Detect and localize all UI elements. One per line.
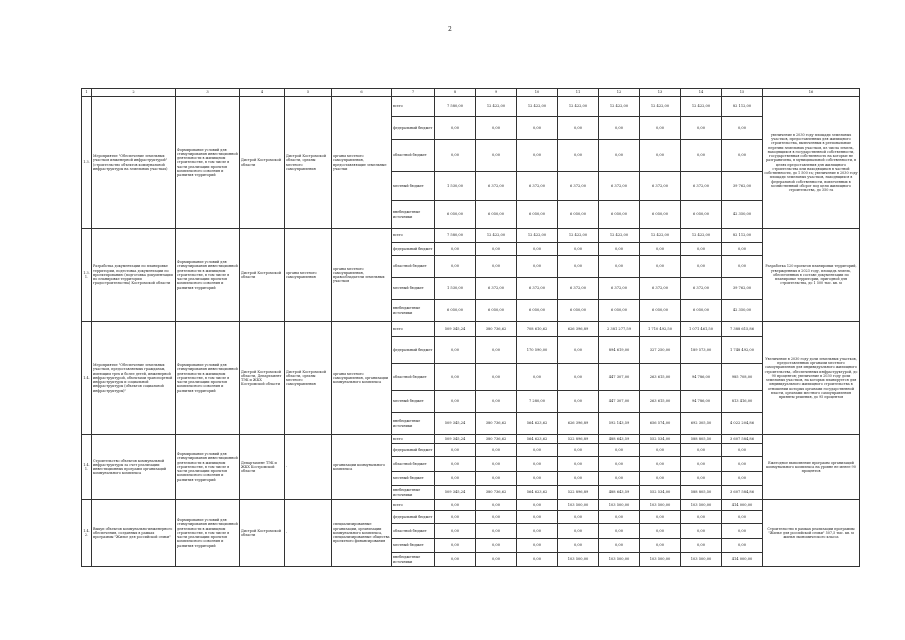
amount-cell: 0,00 — [681, 539, 722, 553]
amount-cell: 0,00 — [558, 256, 599, 278]
amount-cell: 0,00 — [517, 243, 558, 256]
amount-cell: 0,00 — [517, 511, 558, 524]
amount-cell: 509 345,24 — [435, 322, 476, 337]
amount-cell: 0,00 — [681, 511, 722, 524]
amount-cell: 0,00 — [476, 472, 517, 486]
expected-result: Строительство в рамках реализации программы "Жилье для российской семьи" 507,5 тыс. кв. м жилья экономического класса — [763, 500, 860, 567]
table-row — [82, 229, 860, 243]
amount-cell: 6 372,00 — [640, 172, 681, 201]
executor: Дистрой Костромской области — [240, 229, 285, 322]
funding-source: федеральный бюджет — [392, 444, 435, 457]
amount-cell: 6 050,00 — [599, 201, 640, 229]
amount-cell: 12 422,00 — [681, 97, 722, 117]
amount-cell: 0,00 — [558, 364, 599, 391]
amount-cell: 170 590,00 — [517, 337, 558, 364]
expected-result: Разработка 120 проектов планировки территорий, утвержденных в 2023 году, площадь земель, обеспеченных в составе документации по планировке территории, пригодной для строительства, до 1 500 тыс. кв. м — [763, 229, 860, 322]
funding-source: федеральный бюджет — [392, 243, 435, 256]
amount-cell: 0,00 — [722, 256, 763, 278]
amount-cell: 103 500,00 — [681, 500, 722, 511]
column-number: 3 — [176, 89, 240, 97]
participants: органы местного самоуправления, предоставляющие земельные участки — [332, 97, 392, 229]
amount-cell: 6 372,00 — [681, 172, 722, 201]
amount-cell: 0,00 — [517, 364, 558, 391]
column-number: 8 — [435, 89, 476, 97]
amount-cell: 0,00 — [681, 472, 722, 486]
amount-cell: 0,00 — [517, 140, 558, 172]
amount-cell: 0,00 — [476, 364, 517, 391]
amount-cell: 0,00 — [558, 511, 599, 524]
amount-cell: 103 500,00 — [558, 500, 599, 511]
funding-source: областной бюджет — [392, 524, 435, 539]
executor: Дистрой Костромской области — [240, 97, 285, 229]
amount-cell: 4 022 204,86 — [722, 413, 763, 435]
amount-cell: 6 372,00 — [476, 278, 517, 300]
amount-cell: 42 350,00 — [722, 300, 763, 322]
amount-cell: 0,00 — [517, 472, 558, 486]
expected-result: Ежегодное выполнение программ организаций коммунального комплекса на уровне не менее 90 процентов — [763, 435, 860, 500]
amount-cell: 0,00 — [435, 256, 476, 278]
co-executor: - — [285, 435, 332, 500]
participants: специализированные организации, организации коммунального комплекса, специализированные общества проектного финансирования — [332, 500, 392, 567]
amount-cell: 103 500,00 — [599, 500, 640, 511]
amount-cell: 1 748 492,00 — [722, 337, 763, 364]
amount-cell: 447 307,00 — [599, 391, 640, 413]
amount-cell: 522 896,89 — [558, 435, 599, 444]
amount-cell: 39 762,00 — [722, 278, 763, 300]
amount-cell: 656 574,00 — [640, 413, 681, 435]
expected-result: увеличение в 2030 году площади земельных участков, предоставленных для жилищного строительства, включенных в региональные перечни земельных участков, из числа земель, находящихся в государственной собственности, государственная собственность на которые не разграничена, в муниципальной собственности, в целях предоставления для жилищного строительства или находящихся в частной собственности, до 1 500 га; увеличение в 2030 году площади земельных участков, находящихся в федеральной собственности, вовлеченных в хозяйственный оборот под цели жилищного строительства, до 350 га — [763, 97, 860, 229]
amount-cell: 7 280,00 — [517, 391, 558, 413]
amount-cell: 1 530,00 — [435, 278, 476, 300]
amount-cell: 82 112,00 — [722, 229, 763, 243]
table-row — [82, 97, 860, 117]
amount-cell: 564 623,62 — [517, 486, 558, 500]
amount-cell: 0,00 — [476, 256, 517, 278]
amount-cell: 0,00 — [517, 444, 558, 457]
amount-cell: 0,00 — [681, 243, 722, 256]
event-name: Разработка документации по планировке территории, подготовка документации по проектированию (подготовка документации по планировке территории градостроительства) Костромской области — [92, 229, 176, 322]
amount-cell: 6 372,00 — [681, 278, 722, 300]
co-executor: Дистрой Костромской области, органы местного самоуправления — [285, 322, 332, 435]
amount-cell: 12 422,00 — [599, 229, 640, 243]
amount-cell: 6 050,00 — [640, 300, 681, 322]
amount-cell: 12 422,00 — [558, 97, 599, 117]
amount-cell: 0,00 — [476, 524, 517, 539]
amount-cell: 0,00 — [681, 117, 722, 140]
amount-cell: 94 786,00 — [681, 391, 722, 413]
funding-source: областной бюджет — [392, 364, 435, 391]
amount-cell: 6 050,00 — [599, 300, 640, 322]
amount-cell: 0,00 — [681, 140, 722, 172]
amount-cell: 0,00 — [722, 117, 763, 140]
amount-cell: 0,00 — [517, 553, 558, 567]
amount-cell: 263 615,00 — [640, 364, 681, 391]
amount-cell: 626 396,89 — [558, 413, 599, 435]
amount-cell: 0,00 — [681, 457, 722, 472]
amount-cell: 447 307,00 — [599, 364, 640, 391]
co-executor: органы местного самоуправления — [285, 229, 332, 322]
amount-cell: 692 305,50 — [681, 413, 722, 435]
funding-source: местный бюджет — [392, 391, 435, 413]
amount-cell: 6 050,00 — [435, 300, 476, 322]
amount-cell: 509 345,24 — [435, 435, 476, 444]
amount-cell: 6 050,00 — [558, 300, 599, 322]
amount-cell: 0,00 — [558, 444, 599, 457]
amount-cell: 6 050,00 — [681, 300, 722, 322]
amount-cell: 12 422,00 — [558, 229, 599, 243]
executor: Дистрой Костромской области — [240, 500, 285, 567]
funding-source: всего — [392, 322, 435, 337]
amount-cell: 0,00 — [435, 364, 476, 391]
amount-cell: 522 896,89 — [558, 486, 599, 500]
amount-cell: 12 422,00 — [640, 97, 681, 117]
amount-cell: 12 422,00 — [640, 229, 681, 243]
amount-cell: 1 710 492,50 — [640, 322, 681, 337]
column-number: 11 — [558, 89, 599, 97]
amount-cell: 6 050,00 — [435, 201, 476, 229]
amount-cell: 0,00 — [435, 117, 476, 140]
amount-cell: 0,00 — [435, 511, 476, 524]
amount-cell: 0,00 — [558, 391, 599, 413]
amount-cell: 592 143,59 — [599, 413, 640, 435]
amount-cell: 103 500,00 — [558, 553, 599, 567]
item-number: 1.4.1. — [82, 435, 92, 500]
column-number: 4 — [240, 89, 285, 97]
amount-cell: 82 112,00 — [722, 97, 763, 117]
column-number: 6 — [332, 89, 392, 97]
funding-source: внебюджетные источники — [392, 553, 435, 567]
amount-cell: 103 500,00 — [640, 500, 681, 511]
amount-cell: 6 372,00 — [558, 278, 599, 300]
funding-source: всего — [392, 500, 435, 511]
amount-cell: 0,00 — [722, 524, 763, 539]
expected-result: Увеличение в 2030 году доли земельных участков, предоставленных органами местного самоуправления для индивидуального жилищного строительства, обеспеченных инфраструктурой, до 90 процентов; увеличение в 2030 году доли земельных участков, на которых планируется для индивидуального жилищного строительства в отношении которых органами государственной власти, органами местного самоуправления приняты решения, до 95 процентов — [763, 322, 860, 435]
column-number: 7 — [392, 89, 435, 97]
amount-cell: 894 619,00 — [599, 337, 640, 364]
event-name: Выкуп объектов коммунально-инженерного обеспечения, созданных в рамках программы "Жилье для российской семьи" — [92, 500, 176, 567]
amount-cell: 0,00 — [640, 511, 681, 524]
amount-cell: 0,00 — [476, 140, 517, 172]
amount-cell: 6 050,00 — [558, 201, 599, 229]
participants: органы местного самоуправления, организации коммунального комплекса — [332, 322, 392, 435]
executor: Дистрой Костромской области, Департамент ТЭК и ЖКХ Костромской области — [240, 322, 285, 435]
amount-cell: 3 607 584,86 — [722, 486, 763, 500]
executor: Департамент ТЭК и ЖКХ Костромской области — [240, 435, 285, 500]
amount-cell: 564 623,62 — [517, 413, 558, 435]
amount-cell: 12 422,00 — [517, 97, 558, 117]
amount-cell: 7 388 615,86 — [722, 322, 763, 337]
funding-source: местный бюджет — [392, 278, 435, 300]
amount-cell: 0,00 — [640, 117, 681, 140]
amount-cell: 380 736,62 — [476, 486, 517, 500]
item-number: 1.4.2. — [82, 500, 92, 567]
item-number: 1.4. — [82, 322, 92, 435]
amount-cell: 12 422,00 — [517, 229, 558, 243]
table-row — [82, 322, 860, 337]
amount-cell: 0,00 — [558, 524, 599, 539]
amount-cell: 0,00 — [599, 140, 640, 172]
amount-cell: 414 000,00 — [722, 553, 763, 567]
amount-cell: 0,00 — [517, 457, 558, 472]
amount-cell: 1 530,00 — [435, 172, 476, 201]
amount-cell: 0,00 — [681, 256, 722, 278]
amount-cell: 6 372,00 — [558, 172, 599, 201]
column-number: 2 — [92, 89, 176, 97]
amount-cell: 0,00 — [640, 524, 681, 539]
event-name: Строительство объектов коммунальной инфраструктуры за счет реализации инвестиционных программ организаций коммунального комплекса — [92, 435, 176, 500]
amount-cell: 0,00 — [722, 140, 763, 172]
amount-cell: 0,00 — [722, 539, 763, 553]
amount-cell: 0,00 — [476, 539, 517, 553]
amount-cell: 6 050,00 — [517, 201, 558, 229]
participants: организации коммунального комплекса — [332, 435, 392, 500]
column-number: 12 — [599, 89, 640, 97]
amount-cell: 12 422,00 — [476, 97, 517, 117]
amount-cell: 488 643,59 — [599, 435, 640, 444]
amount-cell: 0,00 — [640, 472, 681, 486]
amount-cell: 588 805,50 — [681, 435, 722, 444]
funding-source: федеральный бюджет — [392, 511, 435, 524]
amount-cell: 0,00 — [517, 256, 558, 278]
amount-cell: 0,00 — [476, 500, 517, 511]
amount-cell: 0,00 — [435, 472, 476, 486]
amount-cell: 0,00 — [435, 140, 476, 172]
funding-source: внебюджетные источники — [392, 413, 435, 435]
amount-cell: 7 580,00 — [435, 97, 476, 117]
amount-cell: 552 534,00 — [640, 435, 681, 444]
amount-cell: 6 050,00 — [517, 300, 558, 322]
amount-cell: 7 580,00 — [435, 229, 476, 243]
amount-cell: 0,00 — [558, 539, 599, 553]
amount-cell: 626 396,89 — [558, 322, 599, 337]
amount-cell: 0,00 — [681, 444, 722, 457]
amount-cell: 0,00 — [558, 243, 599, 256]
funding-source: всего — [392, 97, 435, 117]
column-number: 13 — [640, 89, 681, 97]
column-number: 9 — [476, 89, 517, 97]
funding-source: областной бюджет — [392, 140, 435, 172]
amount-cell: 0,00 — [435, 539, 476, 553]
funding-source: внебюджетные источники — [392, 300, 435, 322]
page-number: 2 — [448, 26, 452, 33]
event-name: Мероприятие "Обеспечение земельных участков инженерной инфраструктурой" (строительство объектов коммунальной инфраструктуры на земельных участках) — [92, 97, 176, 229]
column-number-row — [82, 89, 860, 97]
amount-cell: 0,00 — [558, 337, 599, 364]
amount-cell: 0,00 — [558, 140, 599, 172]
amount-cell: 0,00 — [558, 457, 599, 472]
funding-source: всего — [392, 435, 435, 444]
amount-cell: 0,00 — [722, 511, 763, 524]
amount-cell: 0,00 — [599, 444, 640, 457]
column-number: 15 — [722, 89, 763, 97]
amount-cell: 0,00 — [558, 472, 599, 486]
amount-cell: 0,00 — [476, 457, 517, 472]
amount-cell: 0,00 — [599, 539, 640, 553]
item-number: 1.3.1. — [82, 229, 92, 322]
amount-cell: 6 050,00 — [476, 300, 517, 322]
event-name: Мероприятие "Обеспечение земельных участков, предоставляемых гражданам, имеющим трех и более детей, инженерной инфраструктурой, объектами транспортной инфраструктуры и социальной инфраструктуры (объектов социальной инфраструктуры)" — [92, 322, 176, 435]
amount-cell: 12 422,00 — [476, 229, 517, 243]
amount-cell: 263 615,00 — [640, 391, 681, 413]
amount-cell: 6 372,00 — [640, 278, 681, 300]
item-number: 1.3. — [82, 97, 92, 229]
amount-cell: 6 372,00 — [599, 278, 640, 300]
amount-cell: 552 534,00 — [640, 486, 681, 500]
amount-cell: 0,00 — [640, 457, 681, 472]
column-number: 1 — [82, 89, 92, 97]
amount-cell: 0,00 — [640, 140, 681, 172]
amount-cell: 0,00 — [476, 117, 517, 140]
goal-text: Формирование условий для стимулирования инвестиционной деятельности в жилищном строительстве, в том числе в части реализации проектов комплексного освоения и развития территорий — [176, 500, 240, 567]
funding-source: областной бюджет — [392, 256, 435, 278]
amount-cell: 103 500,00 — [640, 553, 681, 567]
amount-cell: 0,00 — [599, 457, 640, 472]
amount-cell: 94 786,00 — [681, 364, 722, 391]
amount-cell: 509 345,24 — [435, 413, 476, 435]
amount-cell: 0,00 — [476, 444, 517, 457]
funding-source: федеральный бюджет — [392, 117, 435, 140]
amount-cell: 380 736,62 — [476, 413, 517, 435]
amount-cell: 0,00 — [599, 117, 640, 140]
amount-cell: 0,00 — [722, 243, 763, 256]
funding-source: местный бюджет — [392, 539, 435, 553]
amount-cell: 189 573,00 — [681, 337, 722, 364]
amount-cell: 0,00 — [476, 337, 517, 364]
amount-cell: 0,00 — [599, 524, 640, 539]
amount-cell: 103 500,00 — [681, 553, 722, 567]
amount-cell: 380 736,62 — [476, 435, 517, 444]
amount-cell: 0,00 — [558, 117, 599, 140]
column-number: 14 — [681, 89, 722, 97]
column-number: 10 — [517, 89, 558, 97]
amount-cell: 6 372,00 — [517, 278, 558, 300]
amount-cell: 6 372,00 — [517, 172, 558, 201]
goal-text: Формирование условий для стимулирования инвестиционной деятельности в жилищном строительстве, в том числе в части реализации проектов комплексного освоения и развития территорий — [176, 322, 240, 435]
amount-cell: 0,00 — [435, 457, 476, 472]
amount-cell: 3 607 584,86 — [722, 435, 763, 444]
amount-cell: 0,00 — [599, 256, 640, 278]
amount-cell: 414 000,00 — [722, 500, 763, 511]
amount-cell: 0,00 — [517, 500, 558, 511]
amount-cell: 985 708,00 — [722, 364, 763, 391]
amount-cell: 0,00 — [476, 391, 517, 413]
amount-cell: 0,00 — [435, 444, 476, 457]
amount-cell: 708 610,62 — [517, 322, 558, 337]
co-executor: Дистрой Костромской области, органы местного самоуправления — [285, 97, 332, 229]
goal-text: Формирование условий для стимулирования инвестиционной деятельности в жилищном строительстве, в том числе в части реализации проектов комплексного освоения и развития территорий — [176, 97, 240, 229]
amount-cell: 327 250,00 — [640, 337, 681, 364]
funding-source: областной бюджет — [392, 457, 435, 472]
table-row — [82, 500, 860, 511]
amount-cell: 39 762,00 — [722, 172, 763, 201]
amount-cell: 0,00 — [435, 391, 476, 413]
amount-cell: 0,00 — [640, 256, 681, 278]
amount-cell: 1 071 461,50 — [681, 322, 722, 337]
amount-cell: 0,00 — [599, 511, 640, 524]
amount-cell: 12 422,00 — [681, 229, 722, 243]
amount-cell: 0,00 — [476, 511, 517, 524]
amount-cell: 6 372,00 — [599, 172, 640, 201]
funding-source: местный бюджет — [392, 172, 435, 201]
amount-cell: 0,00 — [517, 524, 558, 539]
amount-cell: 0,00 — [517, 117, 558, 140]
funding-source: внебюджетные источники — [392, 486, 435, 500]
amount-cell: 6 372,00 — [476, 172, 517, 201]
amount-cell: 488 643,59 — [599, 486, 640, 500]
amount-cell: 380 736,62 — [476, 322, 517, 337]
amount-cell: 0,00 — [517, 539, 558, 553]
amount-cell: 0,00 — [435, 524, 476, 539]
goal-text: Формирование условий для стимулирования инвестиционной деятельности в жилищном строительстве, в том числе в части реализации проектов комплексного освоения и развития территорий — [176, 435, 240, 500]
amount-cell: 0,00 — [435, 553, 476, 567]
amount-cell: 0,00 — [599, 472, 640, 486]
amount-cell: 0,00 — [640, 243, 681, 256]
amount-cell: 0,00 — [722, 472, 763, 486]
amount-cell: 0,00 — [435, 337, 476, 364]
column-number: 5 — [285, 89, 332, 97]
amount-cell: 0,00 — [681, 524, 722, 539]
amount-cell: 103 500,00 — [599, 553, 640, 567]
amount-cell: 564 623,62 — [517, 435, 558, 444]
amount-cell: 588 805,50 — [681, 486, 722, 500]
amount-cell: 12 422,00 — [599, 97, 640, 117]
amount-cell: 509 345,24 — [435, 486, 476, 500]
amount-cell: 42 350,00 — [722, 201, 763, 229]
amount-cell: 0,00 — [722, 457, 763, 472]
program-table — [81, 88, 860, 567]
amount-cell: 6 050,00 — [640, 201, 681, 229]
amount-cell: 0,00 — [435, 500, 476, 511]
amount-cell: 0,00 — [476, 553, 517, 567]
funding-source: всего — [392, 229, 435, 243]
funding-source: федеральный бюджет — [392, 337, 435, 364]
participants: органы местного самоуправления, правообладатели земельных участков — [332, 229, 392, 322]
amount-cell: 6 050,00 — [476, 201, 517, 229]
amount-cell: 6 050,00 — [681, 201, 722, 229]
amount-cell: 0,00 — [722, 444, 763, 457]
goal-text: Формирование условий для стимулирования инвестиционной деятельности в жилищном строительстве, в том числе в части реализации проектов комплексного освоения и развития территорий — [176, 229, 240, 322]
amount-cell: 813 416,00 — [722, 391, 763, 413]
co-executor: - — [285, 500, 332, 567]
amount-cell: 0,00 — [476, 243, 517, 256]
amount-cell: 2 381 277,59 — [599, 322, 640, 337]
amount-cell: 0,00 — [640, 539, 681, 553]
amount-cell: 0,00 — [640, 444, 681, 457]
table-row — [82, 435, 860, 444]
funding-source: внебюджетные источники — [392, 201, 435, 229]
column-number: 16 — [763, 89, 860, 97]
funding-source: местный бюджет — [392, 472, 435, 486]
amount-cell: 0,00 — [599, 243, 640, 256]
amount-cell: 0,00 — [435, 243, 476, 256]
